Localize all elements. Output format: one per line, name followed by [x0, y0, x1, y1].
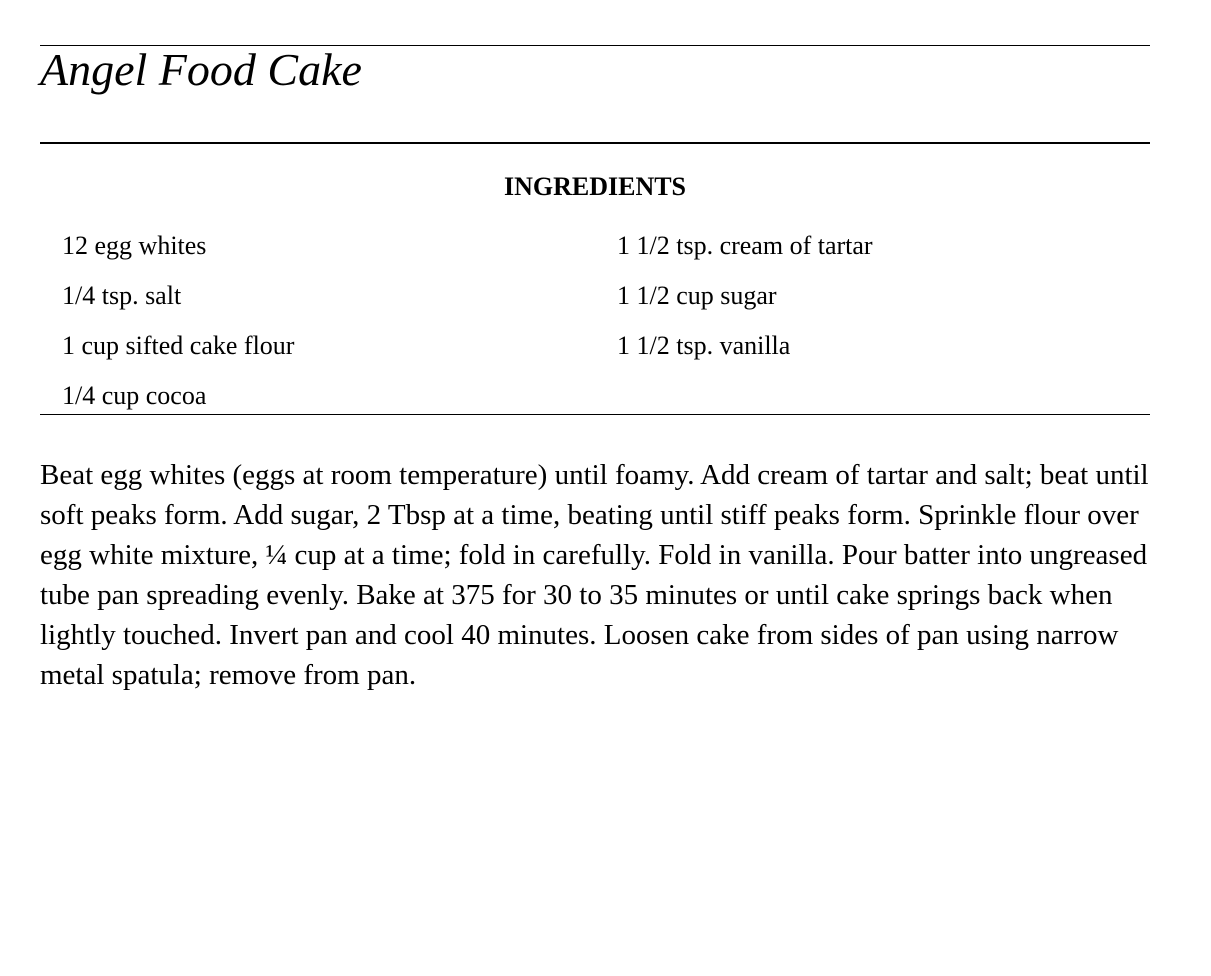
ingredient-item: 12 egg whites — [62, 231, 207, 260]
recipe-title: Angel Food Cake — [40, 44, 362, 95]
title-section — [40, 45, 1150, 144]
ingredient-item: 1/4 tsp. salt — [62, 281, 182, 310]
ingredients-left-column — [62, 221, 294, 421]
ingredient-item: 1 1/2 cup sugar — [617, 281, 777, 310]
recipe-page — [40, 45, 1150, 695]
ingredient-item: 1/4 cup cocoa — [62, 381, 207, 410]
ingredient-item: 1 1/2 tsp. vanilla — [617, 331, 791, 360]
directions-text: Beat egg whites (eggs at room temperature) until foamy. Add cream of tartar and salt; beat until soft peaks form. Add sugar, 2 Tbsp at a time, beating until stiff peaks form. Sprinkle flour over egg white mixture, ¼ cup at a time; fold in carefully. Fold in vanilla. Pour batter into ungreased tube pan spreading evenly. Bake at 375 for 30 to 35 minutes or until cake springs back when lightly touched. Invert pan and cool 40 minutes. Loosen cake from sides of pan using narrow metal spatula; remove from pan. — [40, 459, 1149, 691]
ingredients-heading: INGREDIENTS — [503, 172, 687, 201]
ingredient-item: 1 cup sifted cake flour — [62, 331, 295, 360]
ingredient-item: 1 1/2 tsp. cream of tartar — [617, 231, 873, 260]
ingredients-section — [40, 144, 1150, 415]
ingredients-right-column — [617, 221, 873, 371]
